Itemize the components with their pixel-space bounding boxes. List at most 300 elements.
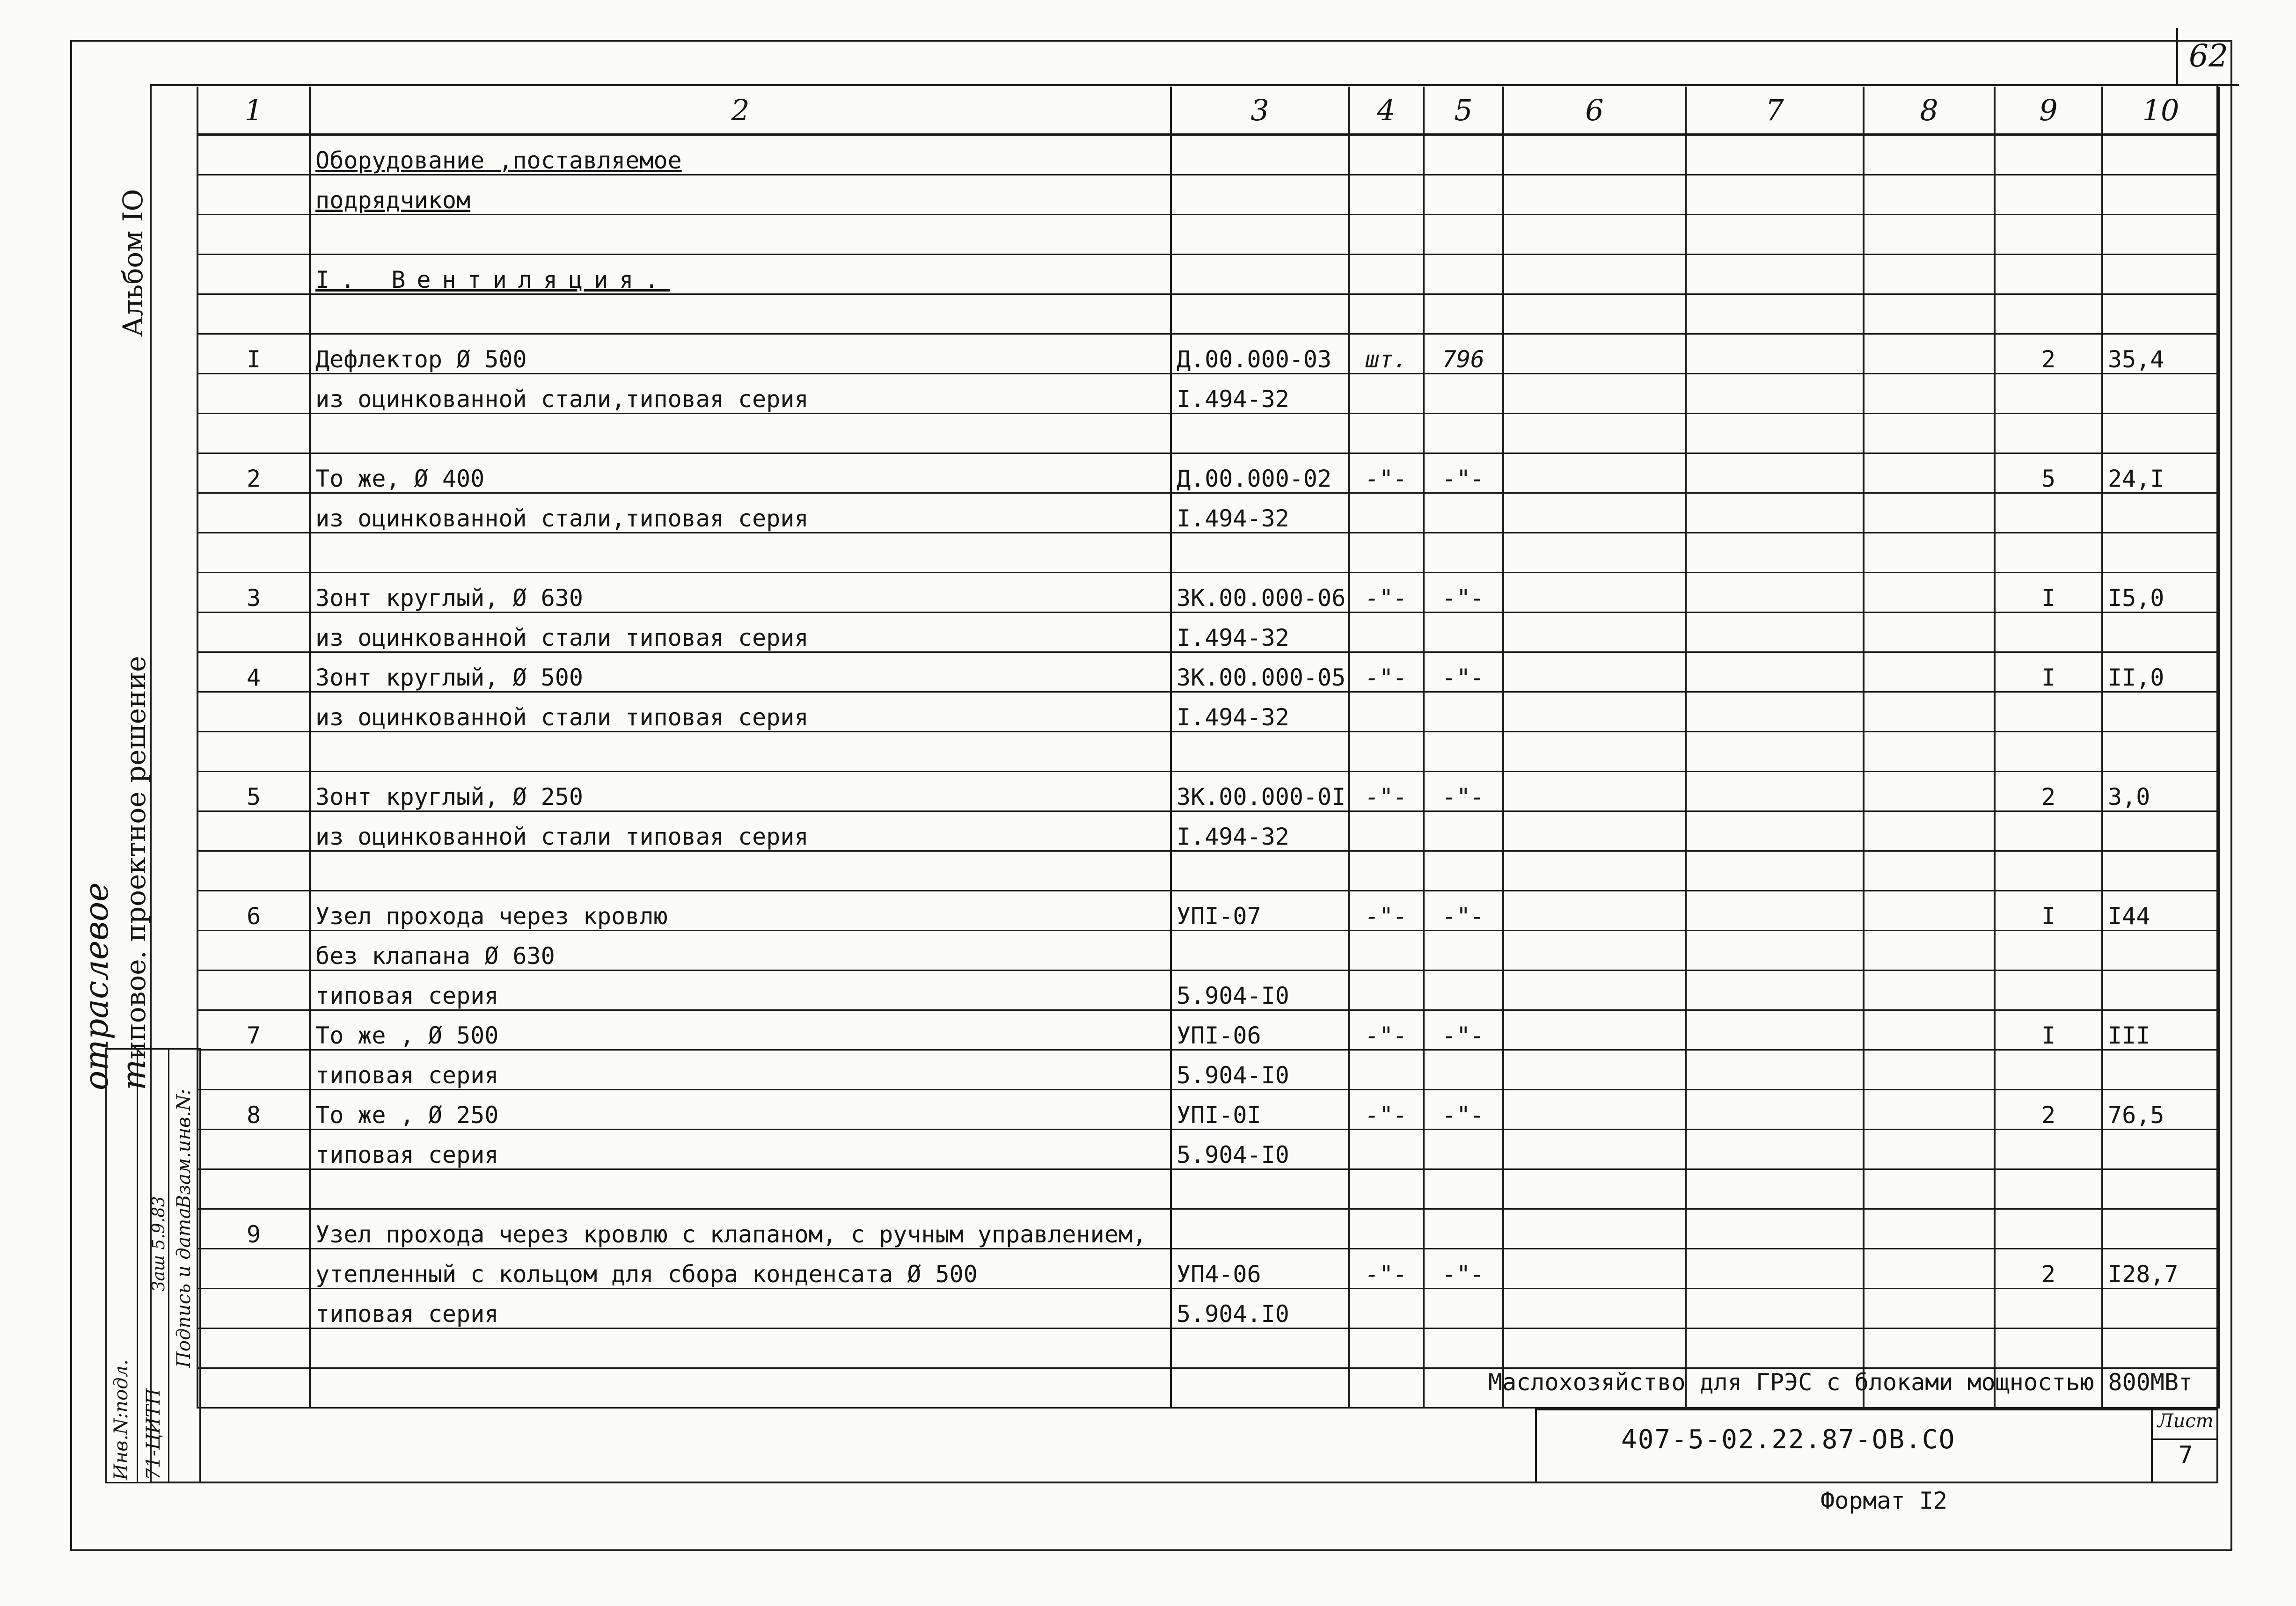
table-row bbox=[197, 1169, 2219, 1209]
table-cell-col5: -"- bbox=[1424, 573, 1503, 613]
table-cell-col7 bbox=[1686, 1289, 1864, 1329]
table-cell-col5 bbox=[1424, 294, 1503, 334]
table-cell-col4 bbox=[1349, 533, 1424, 573]
table-cell-col6 bbox=[1503, 1090, 1686, 1130]
table-cell-col8 bbox=[1864, 1329, 1995, 1368]
table-cell-col7 bbox=[1686, 811, 1864, 851]
table-cell-col5 bbox=[1424, 811, 1503, 851]
table-cell-col6 bbox=[1503, 1289, 1686, 1329]
document-code: 407-5-02.22.87-ОВ.СО bbox=[1621, 1424, 1956, 1455]
table-cell-col8 bbox=[1864, 294, 1995, 334]
table-cell-col6 bbox=[1503, 294, 1686, 334]
table-cell-col2: типовая серия bbox=[310, 971, 1171, 1010]
table-cell-col8 bbox=[1864, 1249, 1995, 1289]
table-cell-col10 bbox=[2102, 414, 2219, 453]
table-cell-col3 bbox=[1171, 255, 1349, 294]
table-cell-col9: 2 bbox=[1995, 772, 2102, 811]
table-cell-col5 bbox=[1424, 692, 1503, 732]
table-cell-col2 bbox=[310, 732, 1171, 772]
table-row bbox=[197, 1010, 2219, 1050]
table-row bbox=[197, 1090, 2219, 1130]
table-cell-col3 bbox=[1171, 414, 1349, 453]
table-cell-col1 bbox=[197, 1130, 310, 1169]
table-cell-col4 bbox=[1349, 1329, 1424, 1368]
table-cell-col5 bbox=[1424, 533, 1503, 573]
table-row bbox=[197, 135, 2219, 175]
table-cell-col4 bbox=[1349, 732, 1424, 772]
table-cell-col4 bbox=[1349, 613, 1424, 652]
table-cell-col10 bbox=[2102, 1130, 2219, 1169]
table-row bbox=[197, 294, 2219, 334]
table-cell-col2 bbox=[310, 215, 1171, 255]
table-cell-col2: То же , Ø 500 bbox=[310, 1010, 1171, 1050]
table-cell-col10: 76,5 bbox=[2102, 1090, 2219, 1130]
table-row bbox=[197, 851, 2219, 891]
table-cell-col10 bbox=[2102, 533, 2219, 573]
table-cell-col9 bbox=[1995, 414, 2102, 453]
table-cell-col2: То же, Ø 400 bbox=[310, 453, 1171, 493]
table-cell-col10 bbox=[2102, 1169, 2219, 1209]
column-header-7: 7 bbox=[1686, 87, 1864, 135]
table-cell-col3: УПI-06 bbox=[1171, 1010, 1349, 1050]
table-cell-col7 bbox=[1686, 1209, 1864, 1249]
format-label: Формат I2 bbox=[1821, 1487, 1947, 1514]
table-cell-col2: из оцинкованной стали,типовая серия bbox=[310, 493, 1171, 533]
table-cell-col6 bbox=[1503, 971, 1686, 1010]
table-row bbox=[197, 891, 2219, 931]
table-cell-col5 bbox=[1424, 135, 1503, 175]
table-cell-col4: -"- bbox=[1349, 453, 1424, 493]
table-cell-col3: УПI-07 bbox=[1171, 891, 1349, 931]
table-cell-col4 bbox=[1349, 851, 1424, 891]
table-cell-col2: Узел прохода через кровлю с клапаном, с ручным управлением, bbox=[310, 1209, 1171, 1249]
table-cell-col8 bbox=[1864, 1289, 1995, 1329]
column-header-10: 10 bbox=[2102, 87, 2219, 135]
table-cell-col5: -"- bbox=[1424, 1249, 1503, 1289]
table-cell-col10 bbox=[2102, 931, 2219, 971]
table-cell-col3 bbox=[1171, 851, 1349, 891]
table-cell-col5 bbox=[1424, 1050, 1503, 1090]
table-cell-col1 bbox=[197, 613, 310, 652]
table-cell-col3: Д.00.000-03 bbox=[1171, 334, 1349, 374]
table-cell-col10: II,0 bbox=[2102, 652, 2219, 692]
table-row bbox=[197, 811, 2219, 851]
typical-prefix: т bbox=[115, 1059, 153, 1090]
table-cell-col4: -"- bbox=[1349, 652, 1424, 692]
table-cell-col8 bbox=[1864, 453, 1995, 493]
table-cell-col7 bbox=[1686, 334, 1864, 374]
table-cell-col4 bbox=[1349, 294, 1424, 334]
table-cell-col3: I.494-32 bbox=[1171, 692, 1349, 732]
table-cell-col7 bbox=[1686, 255, 1864, 294]
table-cell-col2: из оцинкованной стали типовая серия bbox=[310, 811, 1171, 851]
table-cell-col9 bbox=[1995, 811, 2102, 851]
table-cell-col2 bbox=[310, 414, 1171, 453]
table-cell-col3: 5.904-I0 bbox=[1171, 1130, 1349, 1169]
table-cell-col8 bbox=[1864, 334, 1995, 374]
table-cell-col6 bbox=[1503, 255, 1686, 294]
table-cell-col2: Зонт круглый, Ø 630 bbox=[310, 573, 1171, 613]
table-cell-col10: III bbox=[2102, 1010, 2219, 1050]
table-cell-col5: -"- bbox=[1424, 652, 1503, 692]
table-cell-col7 bbox=[1686, 652, 1864, 692]
table-cell-col4 bbox=[1349, 971, 1424, 1010]
table-cell-col9 bbox=[1995, 493, 2102, 533]
table-row bbox=[197, 652, 2219, 692]
table-header-row bbox=[197, 87, 2219, 135]
table-cell-col2: Дефлектор Ø 500 bbox=[310, 334, 1171, 374]
table-cell-col10 bbox=[2102, 175, 2219, 215]
table-cell-col2: из оцинкованной стали типовая серия bbox=[310, 613, 1171, 652]
table-cell-col9 bbox=[1995, 1289, 2102, 1329]
table-cell-col7 bbox=[1686, 772, 1864, 811]
column-header-4: 4 bbox=[1349, 87, 1424, 135]
table-cell-col10: I5,0 bbox=[2102, 573, 2219, 613]
table-row bbox=[197, 573, 2219, 613]
table-cell-col5 bbox=[1424, 1209, 1503, 1249]
table-row bbox=[197, 772, 2219, 811]
table-cell-col1 bbox=[197, 931, 310, 971]
column-header-1: 1 bbox=[197, 87, 310, 135]
table-cell-col5: -"- bbox=[1424, 1010, 1503, 1050]
table-cell-col7 bbox=[1686, 453, 1864, 493]
table-row bbox=[197, 255, 2219, 294]
table-cell-col7 bbox=[1686, 533, 1864, 573]
table-cell-col8 bbox=[1864, 1090, 1995, 1130]
table-cell-col1 bbox=[197, 811, 310, 851]
table-cell-col8 bbox=[1864, 692, 1995, 732]
table-cell-col5: -"- bbox=[1424, 1090, 1503, 1130]
table-cell-col1: I bbox=[197, 334, 310, 374]
table-row bbox=[197, 971, 2219, 1010]
table-cell-col8 bbox=[1864, 891, 1995, 931]
table-cell-col8 bbox=[1864, 533, 1995, 573]
table-cell-col6 bbox=[1503, 135, 1686, 175]
table-cell-col6 bbox=[1503, 1010, 1686, 1050]
table-cell-col8 bbox=[1864, 732, 1995, 772]
table-cell-col6 bbox=[1503, 533, 1686, 573]
specification-table bbox=[197, 87, 2220, 1409]
table-cell-col4: -"- bbox=[1349, 891, 1424, 931]
branch-label: отраслевое bbox=[77, 882, 116, 1090]
table-cell-col10 bbox=[2102, 255, 2219, 294]
table-cell-col5 bbox=[1424, 255, 1503, 294]
table-cell-col7 bbox=[1686, 1050, 1864, 1090]
table-cell-col4 bbox=[1349, 175, 1424, 215]
table-cell-col6 bbox=[1503, 374, 1686, 414]
table-cell-col7 bbox=[1686, 1329, 1864, 1368]
table-cell-col9 bbox=[1995, 931, 2102, 971]
table-cell-col3: I.494-32 bbox=[1171, 374, 1349, 414]
table-cell-col1: 9 bbox=[197, 1209, 310, 1249]
table-cell-col6 bbox=[1503, 334, 1686, 374]
table-cell-col4 bbox=[1349, 811, 1424, 851]
table-cell-col2: без клапана Ø 630 bbox=[310, 931, 1171, 971]
table-cell-col1 bbox=[197, 1289, 310, 1329]
table-cell-col9 bbox=[1995, 732, 2102, 772]
table-cell-col7 bbox=[1686, 732, 1864, 772]
table-cell-col3 bbox=[1171, 1329, 1349, 1368]
stamp-inv-value: 71-ЦИТП bbox=[143, 1388, 164, 1480]
table-cell-col9: 5 bbox=[1995, 453, 2102, 493]
table-cell-col1 bbox=[197, 1368, 310, 1408]
table-row bbox=[197, 692, 2219, 732]
table-cell-col4 bbox=[1349, 1289, 1424, 1329]
table-cell-col4 bbox=[1349, 255, 1424, 294]
table-cell-col2: Оборудование ,поставляемое bbox=[310, 135, 1171, 175]
table-cell-col10 bbox=[2102, 732, 2219, 772]
table-cell-col3 bbox=[1171, 175, 1349, 215]
table-cell-col4 bbox=[1349, 1130, 1424, 1169]
table-cell-col2: подрядчиком bbox=[310, 175, 1171, 215]
table-cell-col4: -"- bbox=[1349, 1010, 1424, 1050]
table-cell-col5 bbox=[1424, 215, 1503, 255]
table-cell-col7 bbox=[1686, 175, 1864, 215]
table-cell-col3 bbox=[1171, 1209, 1349, 1249]
table-cell-col9 bbox=[1995, 255, 2102, 294]
table-cell-col10 bbox=[2102, 294, 2219, 334]
table-cell-col6 bbox=[1503, 1249, 1686, 1289]
table-cell-col3 bbox=[1171, 533, 1349, 573]
table-cell-col4: -"- bbox=[1349, 772, 1424, 811]
table-cell-col8 bbox=[1864, 1169, 1995, 1209]
table-cell-col1: 7 bbox=[197, 1010, 310, 1050]
column-header-3: 3 bbox=[1171, 87, 1349, 135]
column-header-5: 5 bbox=[1424, 87, 1503, 135]
table-cell-col8 bbox=[1864, 1010, 1995, 1050]
table-cell-col5 bbox=[1424, 732, 1503, 772]
table-cell-col1 bbox=[197, 1050, 310, 1090]
table-cell-col10 bbox=[2102, 215, 2219, 255]
table-cell-col2: утепленный с кольцом для сбора конденсата Ø 500 bbox=[310, 1249, 1171, 1289]
table-cell-col9 bbox=[1995, 294, 2102, 334]
table-row bbox=[197, 215, 2219, 255]
title-block bbox=[1535, 1409, 2218, 1483]
table-cell-col9 bbox=[1995, 692, 2102, 732]
table-cell-col3: 5.904-I0 bbox=[1171, 1050, 1349, 1090]
sheet-number: 7 bbox=[2178, 1441, 2193, 1469]
table-cell-col6 bbox=[1503, 1130, 1686, 1169]
table-cell-col6 bbox=[1503, 1209, 1686, 1249]
table-cell-col3: ЗК.00.000-05 bbox=[1171, 652, 1349, 692]
table-cell-col1 bbox=[197, 732, 310, 772]
table-cell-col7 bbox=[1686, 135, 1864, 175]
table-cell-col1: 5 bbox=[197, 772, 310, 811]
table-cell-col8 bbox=[1864, 772, 1995, 811]
table-cell-col1 bbox=[197, 533, 310, 573]
table-cell-col9 bbox=[1995, 1169, 2102, 1209]
table-cell-col8 bbox=[1864, 414, 1995, 453]
table-cell-col9: 2 bbox=[1995, 1249, 2102, 1289]
table-cell-col3: ЗК.00.000-0I bbox=[1171, 772, 1349, 811]
table-cell-col9 bbox=[1995, 533, 2102, 573]
table-cell-col8 bbox=[1864, 255, 1995, 294]
stamp-repl-label: Взам.инв.N: bbox=[173, 1088, 195, 1209]
table-cell-col10 bbox=[2102, 811, 2219, 851]
table-cell-col6 bbox=[1503, 453, 1686, 493]
table-cell-col2 bbox=[310, 294, 1171, 334]
table-cell-col10: 24,I bbox=[2102, 453, 2219, 493]
table-cell-col1 bbox=[197, 971, 310, 1010]
table-cell-col2 bbox=[310, 851, 1171, 891]
table-cell-col9: I bbox=[1995, 891, 2102, 931]
table-cell-col6 bbox=[1503, 613, 1686, 652]
table-row bbox=[197, 374, 2219, 414]
table-cell-col5 bbox=[1424, 1329, 1503, 1368]
table-cell-col2: Узел прохода через кровлю bbox=[310, 891, 1171, 931]
stamp-column-inv bbox=[105, 1048, 138, 1483]
table-cell-col5: 796 bbox=[1424, 334, 1503, 374]
table-cell-col10 bbox=[2102, 1209, 2219, 1249]
table-cell-col5 bbox=[1424, 1169, 1503, 1209]
table-cell-col1 bbox=[197, 1249, 310, 1289]
table-cell-col7 bbox=[1686, 692, 1864, 732]
table-cell-col6 bbox=[1503, 851, 1686, 891]
table-cell-col2: типовая серия bbox=[310, 1050, 1171, 1090]
table-cell-col1: 6 bbox=[197, 891, 310, 931]
table-cell-col5 bbox=[1424, 175, 1503, 215]
table-cell-col7 bbox=[1686, 1090, 1864, 1130]
table-row bbox=[197, 414, 2219, 453]
table-cell-col9: 2 bbox=[1995, 334, 2102, 374]
table-cell-col8 bbox=[1864, 652, 1995, 692]
table-cell-col1 bbox=[197, 374, 310, 414]
table-cell-col3 bbox=[1171, 1368, 1349, 1408]
table-cell-col10 bbox=[2102, 1050, 2219, 1090]
table-cell-col8 bbox=[1864, 811, 1995, 851]
table-row bbox=[197, 732, 2219, 772]
table-cell-col9: I bbox=[1995, 1010, 2102, 1050]
table-cell-col8 bbox=[1864, 215, 1995, 255]
table-cell-col8 bbox=[1864, 573, 1995, 613]
table-cell-col5 bbox=[1424, 493, 1503, 533]
table-cell-col9 bbox=[1995, 1329, 2102, 1368]
table-cell-col5 bbox=[1424, 613, 1503, 652]
table-cell-col7 bbox=[1686, 891, 1864, 931]
table-cell-col1: 8 bbox=[197, 1090, 310, 1130]
column-header-2: 2 bbox=[310, 87, 1171, 135]
table-cell-col6 bbox=[1503, 1329, 1686, 1368]
table-row bbox=[197, 334, 2219, 374]
table-cell-col2 bbox=[310, 1329, 1171, 1368]
table-cell-col10: I28,7 bbox=[2102, 1249, 2219, 1289]
table-cell-col1 bbox=[197, 135, 310, 175]
table-cell-col4 bbox=[1349, 931, 1424, 971]
table-cell-col3 bbox=[1171, 931, 1349, 971]
table-cell-col7 bbox=[1686, 493, 1864, 533]
table-cell-col10 bbox=[2102, 135, 2219, 175]
table-cell-col4 bbox=[1349, 1050, 1424, 1090]
table-row bbox=[197, 613, 2219, 652]
table-cell-col2: типовая серия bbox=[310, 1130, 1171, 1169]
column-header-8: 8 bbox=[1864, 87, 1995, 135]
table-cell-col5 bbox=[1424, 931, 1503, 971]
table-cell-col9: 2 bbox=[1995, 1090, 2102, 1130]
table-cell-col7 bbox=[1686, 971, 1864, 1010]
table-cell-col2: I. Вентиляция. bbox=[310, 255, 1171, 294]
table-cell-col9 bbox=[1995, 971, 2102, 1010]
table-cell-col6 bbox=[1503, 414, 1686, 453]
table-cell-col4: шт. bbox=[1349, 334, 1424, 374]
table-cell-col6 bbox=[1503, 891, 1686, 931]
table-cell-col1: 4 bbox=[197, 652, 310, 692]
table-cell-col7 bbox=[1686, 414, 1864, 453]
table-cell-col4 bbox=[1349, 1169, 1424, 1209]
table-cell-col6 bbox=[1503, 772, 1686, 811]
table-cell-col8 bbox=[1864, 931, 1995, 971]
table-cell-col7 bbox=[1686, 613, 1864, 652]
table-cell-col3: I.494-32 bbox=[1171, 811, 1349, 851]
table-cell-col5: -"- bbox=[1424, 453, 1503, 493]
table-cell-col9: I bbox=[1995, 652, 2102, 692]
table-cell-col10: 35,4 bbox=[2102, 334, 2219, 374]
table-cell-col2 bbox=[310, 1169, 1171, 1209]
stamp-column-sign bbox=[168, 1048, 201, 1483]
table-cell-col3: I.494-32 bbox=[1171, 613, 1349, 652]
table-cell-col9 bbox=[1995, 851, 2102, 891]
table-cell-col9 bbox=[1995, 1050, 2102, 1090]
table-cell-col10 bbox=[2102, 1329, 2219, 1368]
table-row bbox=[197, 493, 2219, 533]
table-cell-col1 bbox=[197, 1169, 310, 1209]
table-cell-col10: I44 bbox=[2102, 891, 2219, 931]
project-title: Маслохозяйство для ГРЭС с блоками мощностью 800МВт bbox=[1488, 1369, 2193, 1396]
table-cell-col5 bbox=[1424, 374, 1503, 414]
table-cell-col4 bbox=[1349, 215, 1424, 255]
table-cell-col6 bbox=[1503, 493, 1686, 533]
table-cell-col8 bbox=[1864, 851, 1995, 891]
table-cell-col3 bbox=[1171, 294, 1349, 334]
table-cell-col1 bbox=[197, 255, 310, 294]
table-cell-col8 bbox=[1864, 1209, 1995, 1249]
table-cell-col10 bbox=[2102, 971, 2219, 1010]
table-cell-col1 bbox=[197, 851, 310, 891]
column-header-6: 6 bbox=[1503, 87, 1686, 135]
table-cell-col3 bbox=[1171, 135, 1349, 175]
table-cell-col6 bbox=[1503, 811, 1686, 851]
table-cell-col4 bbox=[1349, 374, 1424, 414]
table-row bbox=[197, 931, 2219, 971]
table-cell-col7 bbox=[1686, 294, 1864, 334]
table-cell-col9 bbox=[1995, 613, 2102, 652]
table-row bbox=[197, 1130, 2219, 1169]
table-cell-col9: I bbox=[1995, 573, 2102, 613]
table-cell-col7 bbox=[1686, 215, 1864, 255]
typical-rest: иповое. проектное решение bbox=[120, 656, 152, 1059]
table-cell-col2: Зонт круглый, Ø 250 bbox=[310, 772, 1171, 811]
table-cell-col9 bbox=[1995, 1209, 2102, 1249]
table-cell-col2 bbox=[310, 533, 1171, 573]
table-cell-col1 bbox=[197, 493, 310, 533]
table-cell-col3: УП4-06 bbox=[1171, 1249, 1349, 1289]
table-cell-col1 bbox=[197, 1329, 310, 1368]
table-cell-col10 bbox=[2102, 493, 2219, 533]
table-cell-col3 bbox=[1171, 215, 1349, 255]
table-cell-col7 bbox=[1686, 851, 1864, 891]
table-cell-col1 bbox=[197, 414, 310, 453]
table-row bbox=[197, 175, 2219, 215]
table-cell-col1 bbox=[197, 294, 310, 334]
table-cell-col2: из оцинкованной стали типовая серия bbox=[310, 692, 1171, 732]
table-row bbox=[197, 1249, 2219, 1289]
table-cell-col8 bbox=[1864, 135, 1995, 175]
table-cell-col10: 3,0 bbox=[2102, 772, 2219, 811]
table-cell-col5 bbox=[1424, 414, 1503, 453]
table-cell-col6 bbox=[1503, 692, 1686, 732]
table-cell-col1: 2 bbox=[197, 453, 310, 493]
table-cell-col5: -"- bbox=[1424, 891, 1503, 931]
table-cell-col4 bbox=[1349, 1368, 1424, 1408]
